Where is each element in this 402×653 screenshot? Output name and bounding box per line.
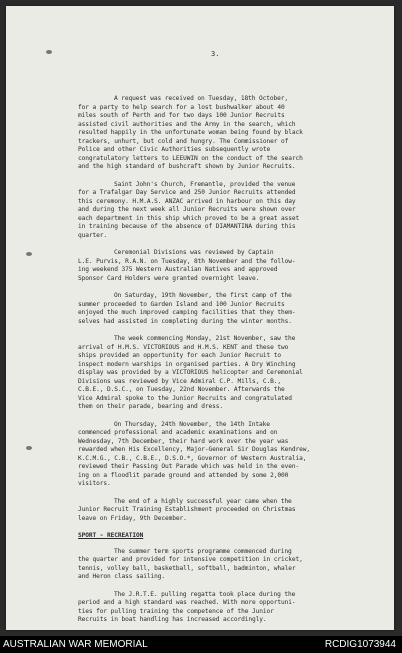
punch-hole-mark bbox=[26, 252, 32, 256]
page-number: 3. bbox=[211, 50, 220, 58]
text-line: Ceremonial Divisions was reviewed by Captain bbox=[114, 249, 274, 256]
text-line: Junior Recruit Training Establishment proceeded on Christmas bbox=[78, 506, 296, 513]
text-line: K.C.M.G., C.B., C.B.E., D.S.O.*, Governor of Western Australia, bbox=[78, 454, 307, 462]
footer-record-id: RCDIG1073944 bbox=[324, 639, 396, 650]
text-line: miles south of Perth and for two days 100 Junior Recruits bbox=[78, 112, 285, 119]
text-line: On Saturday, 19th November, the first camp of the bbox=[114, 292, 292, 299]
paragraph bbox=[78, 335, 374, 412]
paragraph bbox=[78, 498, 374, 524]
text-line: congratulatory letters to LEEUWIN on the conduct of the search bbox=[78, 154, 303, 162]
text-line: commenced professional and academic examinations and on bbox=[78, 429, 278, 436]
text-line: leave on Friday, 9th December. bbox=[78, 514, 187, 522]
text-line: rewarded when His Excellency, Major-General Sir Douglas Kendrew, bbox=[78, 446, 311, 453]
text-line: and the high standard of bushcraft shown by Junior Recruits. bbox=[78, 163, 296, 170]
text-line: Police and other Civic Authorities subsequently wrote bbox=[78, 146, 271, 153]
text-line: The summer term sports programme commenced during bbox=[114, 547, 292, 555]
text-line: resulted happily in the unfortunate woman being found by black bbox=[78, 129, 303, 136]
text-line: enjoyed the much improved camping facilities that they them- bbox=[78, 309, 296, 316]
punch-hole-mark bbox=[46, 50, 52, 54]
text-line: Divisions was reviewed by Vice Admiral C.P. Mills, C.B., bbox=[78, 377, 282, 385]
text-line: them on their parade, bearing and dress. bbox=[78, 403, 224, 410]
text-line: arrival of H.M.S. VICTORIOUS and H.M.S. KENT and these two bbox=[78, 343, 289, 351]
text-line: inspect modern warships in organised parties. A Dry Winching bbox=[78, 360, 296, 368]
paragraph bbox=[78, 181, 374, 241]
text-line: quarter. bbox=[78, 231, 108, 239]
paragraph bbox=[78, 249, 374, 283]
text-line: C.B.E., D.S.C., on Tuesday, 22nd November. Afterwards the bbox=[78, 386, 285, 393]
text-line: tennis, volley ball, basketball, softball, badminton, whaler bbox=[78, 564, 296, 572]
text-line: Wednesday, 7th December, their hard work over the year was bbox=[78, 437, 289, 445]
paragraph bbox=[78, 421, 374, 489]
document-body bbox=[78, 95, 374, 630]
text-line: ships provided an opportunity for each Junior Recruit to bbox=[78, 352, 282, 359]
text-line: ing weekend 375 Western Australian Natives and approved bbox=[78, 266, 278, 273]
text-line: in training because of the absence of DIAMANTINA during this bbox=[78, 223, 296, 230]
text-line: visitors. bbox=[78, 480, 111, 487]
text-line: reviewed their Passing Out Parade which was held in the even- bbox=[78, 463, 300, 470]
text-line: selves had assisted in completing during the winter months. bbox=[78, 317, 292, 325]
archive-footer bbox=[0, 636, 402, 653]
document-page bbox=[6, 6, 394, 630]
paragraph bbox=[78, 95, 374, 172]
text-line: Vice Admiral spoke to the Junior Recruits and congratulated bbox=[78, 394, 292, 402]
text-line: for a Trafalgar Day Service and 250 Junior Recruits attended bbox=[78, 189, 296, 196]
text-line: assisted civil authorities and the Army in the search, which bbox=[78, 120, 296, 128]
section-heading: SPORT - RECREATION bbox=[78, 532, 144, 539]
text-line: period and a high standard was reached. With more opportuni- bbox=[78, 599, 296, 606]
text-line: The J.R.T.E. pulling regatta took place during the bbox=[114, 590, 296, 598]
text-line: ing on a floodlit parade ground and attended by some 2,000 bbox=[78, 471, 289, 479]
text-line: ties for pulling training the competence of the Junior bbox=[78, 607, 274, 615]
text-line: this ceremony. H.M.A.S. ANZAC arrived in harbour on this day bbox=[78, 197, 296, 205]
text-line: each department in this ship which proved to be a great asset bbox=[78, 214, 300, 222]
text-line: Recruits in boat handling has increased accordingly. bbox=[78, 616, 267, 623]
paragraph bbox=[78, 548, 374, 582]
text-line: trackers, unhurt, but cold and hungry. The Commissioner of bbox=[78, 137, 289, 145]
text-line: A request was received on Tuesday, 18th October, bbox=[114, 95, 289, 102]
text-line: Saint John's Church, Fremantle, provided the venue bbox=[114, 180, 296, 188]
paragraph bbox=[78, 591, 374, 625]
paragraph bbox=[78, 292, 374, 326]
punch-hole-mark bbox=[26, 446, 32, 450]
footer-source: AUSTRALIAN WAR MEMORIAL bbox=[3, 639, 148, 650]
text-line: L.E. Purvis, R.A.N. on Tuesday, 8th November and the follow- bbox=[78, 257, 296, 265]
text-line: and Heron class sailing. bbox=[78, 573, 166, 580]
text-line: for a party to help search for a lost bushwalker about 40 bbox=[78, 103, 285, 111]
text-line: summer proceeded to Garden Island and 100 Junior Recruits bbox=[78, 300, 285, 308]
text-line: display was provided by a VICTORIOUS helicopter and Ceremonial bbox=[78, 369, 303, 376]
text-line: Sponsor Card Holders were granted overnight leave. bbox=[78, 274, 260, 282]
text-line: On Thursday, 24th November, the 14th Intake bbox=[114, 420, 270, 428]
text-line: The end of a highly successful year came when the bbox=[114, 497, 292, 505]
text-line: and during the next week all Junior Recruits were shown over bbox=[78, 206, 296, 213]
text-line: the quarter and provided for intensive competition in cricket, bbox=[78, 556, 303, 563]
text-line: The week commencing Monday, 21st November, saw the bbox=[114, 335, 296, 342]
